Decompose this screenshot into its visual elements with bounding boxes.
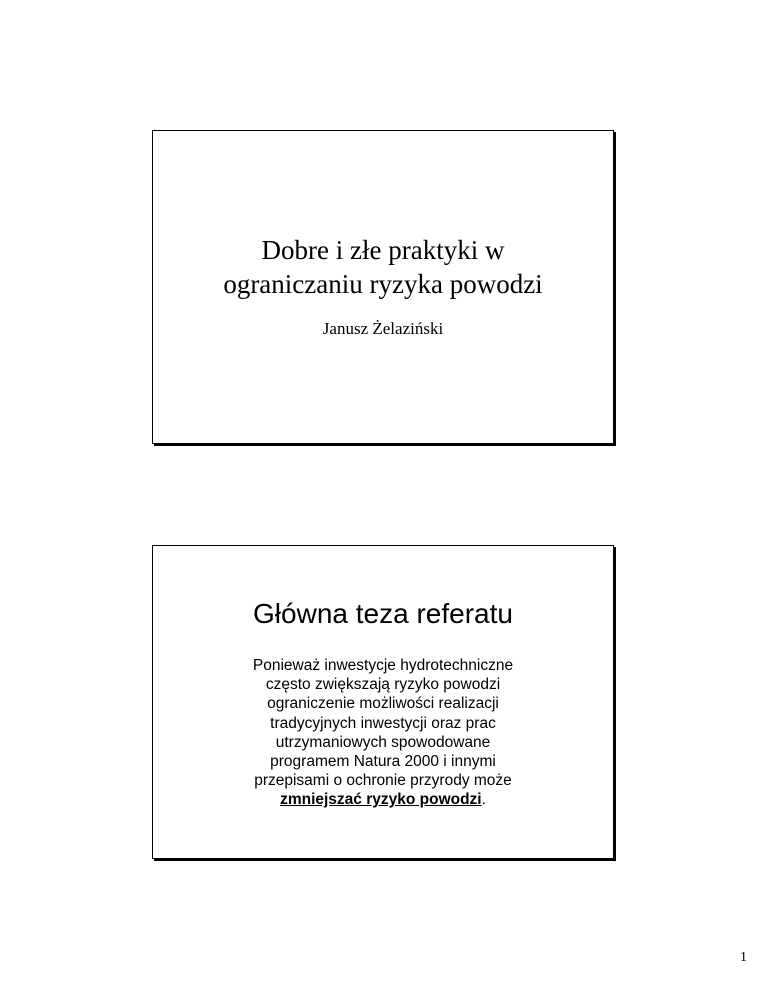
slide-1-title [153, 233, 613, 301]
page-number: 1 [740, 950, 747, 965]
body-emphasis: zmniejszać ryzyko powodzi [280, 791, 482, 809]
slide-1-title-line: ograniczaniu ryzyka powodzi [223, 269, 543, 299]
body-line: programem Natura 2000 i innymi [270, 753, 496, 771]
body-line: utrzymaniowych spowodowane [275, 733, 491, 751]
body-end-punct: . [481, 791, 486, 809]
body-line: ograniczenie możliwości realizacji [267, 695, 499, 713]
slide-2 [152, 545, 614, 859]
slide-1 [152, 130, 614, 444]
body-line: często zwiększają ryzyko powodzi [265, 676, 501, 694]
body-line: Ponieważ inwestycje hydrotechniczne [252, 657, 514, 674]
slide-2-body [153, 656, 613, 810]
body-line-final [153, 790, 613, 809]
body-line: przepisami o ochronie przyrody może [254, 772, 512, 790]
slide-2-title: Główna teza referatu [253, 598, 513, 629]
slide-1-author: Janusz Żelaziński [322, 319, 444, 338]
body-line: tradycyjnych inwestycji oraz prac [270, 714, 496, 732]
slide-1-title-line: Dobre i złe praktyki w [261, 235, 505, 265]
